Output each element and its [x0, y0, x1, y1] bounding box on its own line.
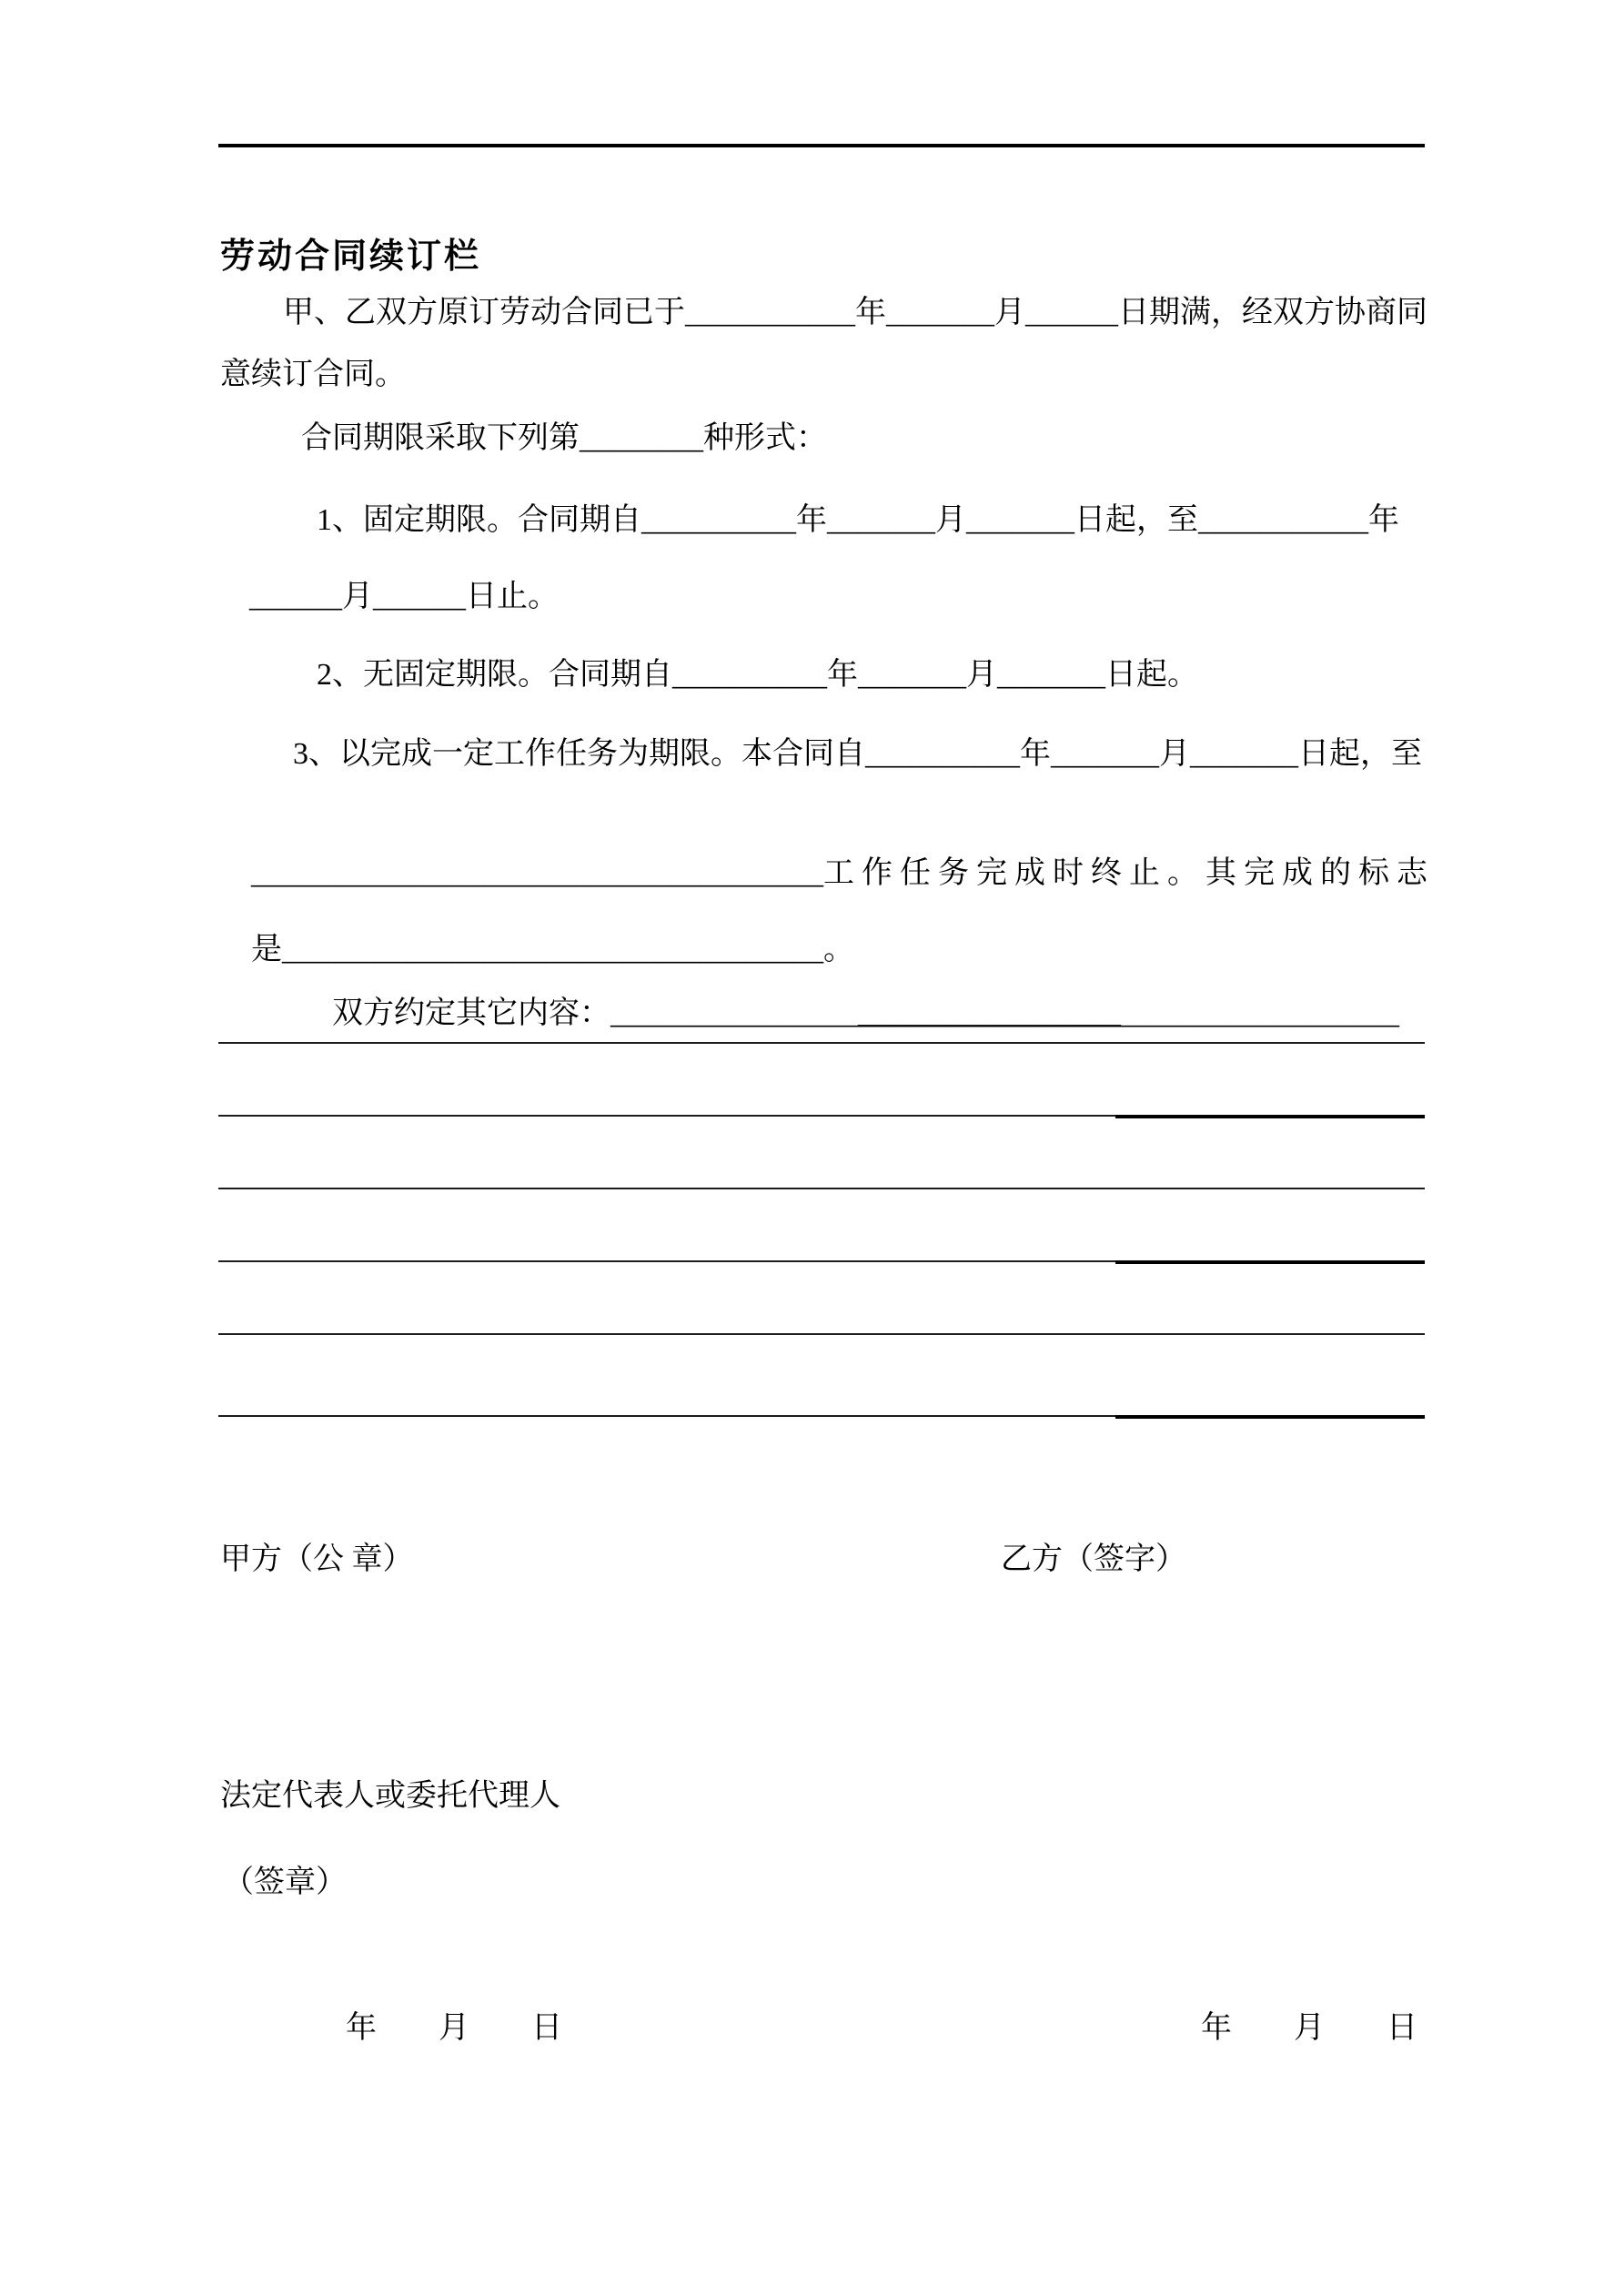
blank-line: [218, 1188, 1425, 1189]
blank-line: [218, 1415, 1425, 1417]
blank-line-thick-segment: [1115, 1415, 1425, 1419]
party-b-signature-label: 乙方（签字）: [1001, 1542, 1186, 1576]
other-content-blank-thin-2: __________________: [1121, 996, 1399, 1030]
seal-note-label: （签章）: [223, 1866, 347, 1899]
intro-line-1: 甲、乙双方原订劳动合同已于___________年_______月______日期满，经双方协商同: [283, 296, 1427, 329]
blank-line-thick-segment: [1115, 1260, 1425, 1264]
item3-line-2-text: 工作任务完成时终止。其完成的标志: [823, 856, 1435, 890]
item1-line-2: ______月______日止。: [249, 580, 559, 613]
other-content-blank-thin-1: ________________: [610, 996, 858, 1030]
header-rule: [218, 144, 1425, 147]
item1-line-1: 1、固定期限。合同期自__________年_______月_______日起，至___________年: [317, 503, 1399, 537]
page-title: 劳动合同续订栏: [220, 238, 482, 276]
term-select-line: 合同期限采取下列第________种形式：: [301, 421, 827, 455]
blank-line: [218, 1115, 1425, 1117]
blank-line: [218, 1260, 1425, 1262]
item3-line-3-blank: ___________________________________: [282, 933, 823, 966]
item3-line-3-prefix: 是: [251, 933, 282, 966]
intro-line-2: 意续订合同。: [220, 358, 406, 391]
date-line-left: 年 月 日: [346, 2011, 562, 2045]
blank-writing-lines: [218, 1042, 1425, 1424]
blank-line: [218, 1042, 1425, 1044]
item3-line-2-blank: _____________________________________: [251, 856, 823, 890]
item3-line-3-suffix: 。: [823, 933, 854, 966]
other-content-blank-thick: _________________: [858, 996, 1121, 1030]
party-a-signature-label: 甲方（公 章）: [220, 1542, 414, 1576]
item2-line: 2、无固定期限。合同期自__________年_______月_______日起。: [317, 658, 1198, 692]
blank-line: [218, 1333, 1425, 1335]
legal-representative-label: 法定代表人或委托代理人: [220, 1779, 560, 1813]
item3-line-1: 3、以完成一定工作任务为期限。本合同自__________年_______月_______日起，至: [293, 737, 1422, 771]
other-content-label: 双方约定其它内容：: [332, 996, 610, 1030]
date-line-right: 年 月 日: [1201, 2011, 1417, 2045]
blank-line-thick-segment: [1115, 1115, 1425, 1118]
